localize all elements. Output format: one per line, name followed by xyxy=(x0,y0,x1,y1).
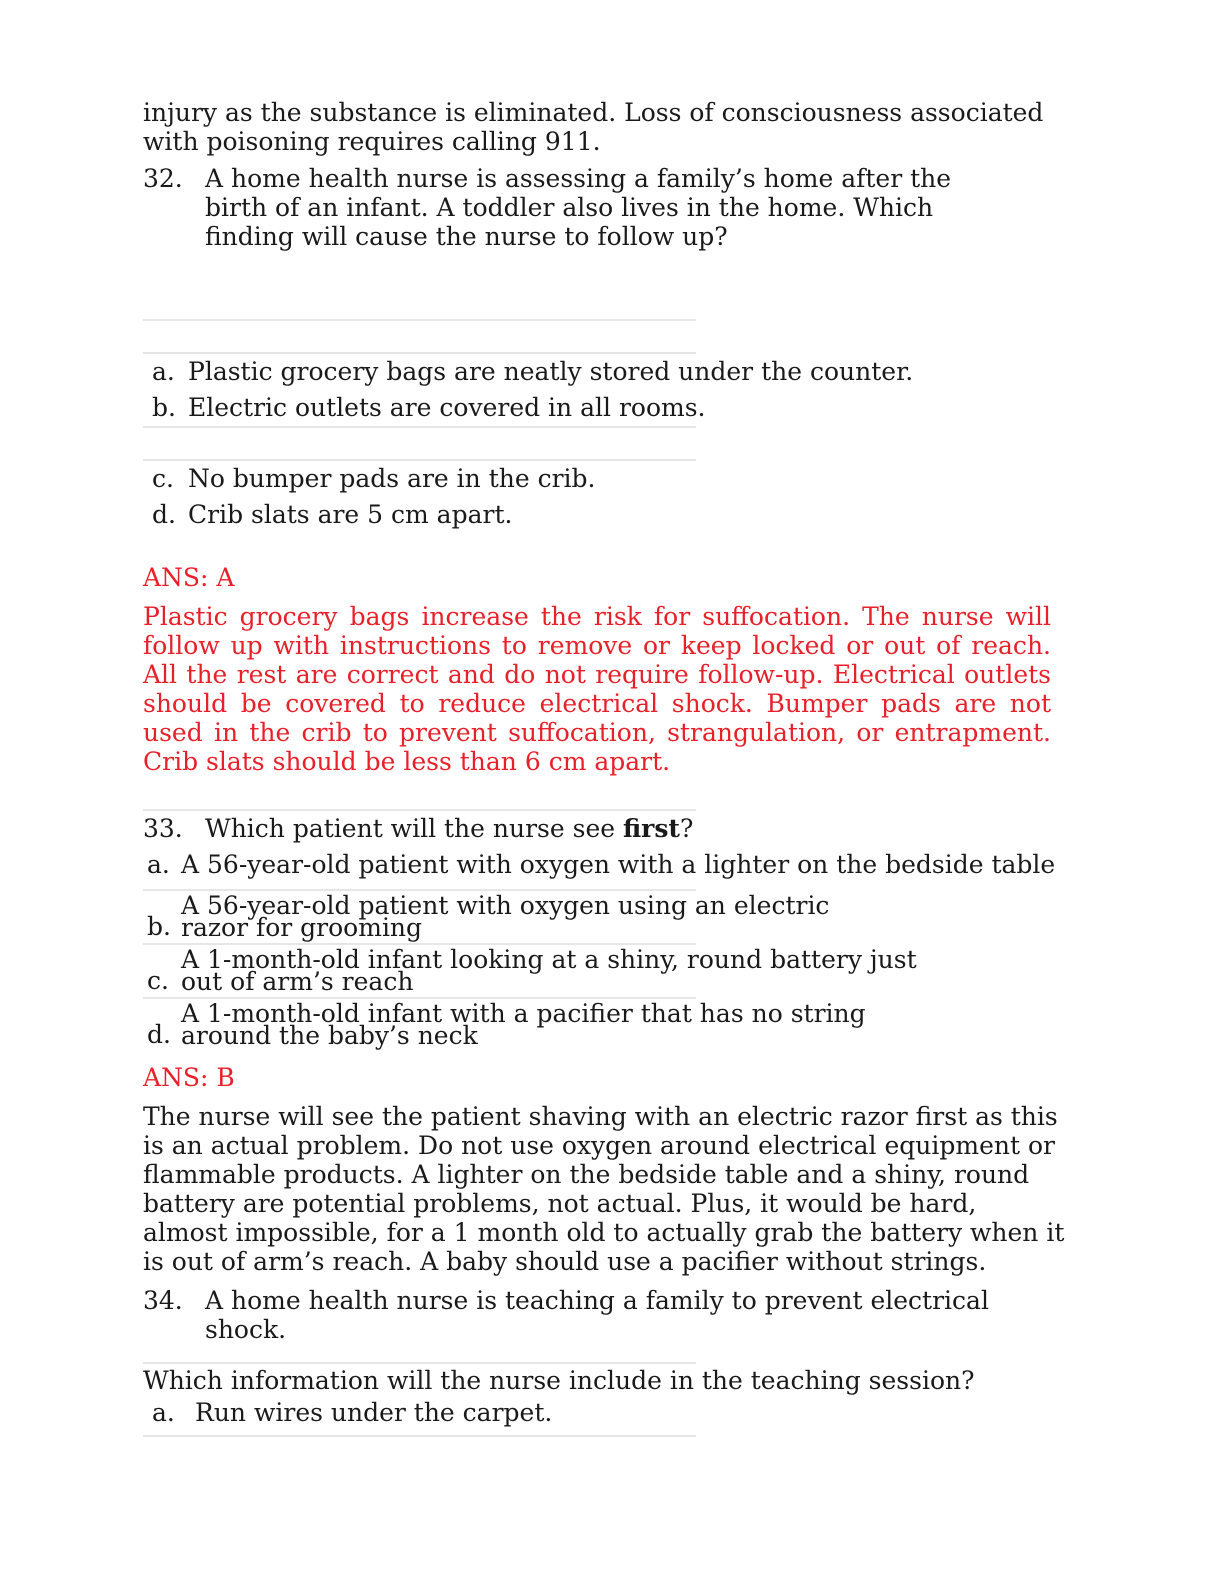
option-text: Electric outlets are covered in all rooms. xyxy=(188,393,706,422)
option-letter: d. xyxy=(147,1020,171,1049)
option-text: A 56-year-old patient with oxygen with a lighter on the bedside table xyxy=(181,850,1056,879)
option-b xyxy=(143,891,1068,943)
option-letter: b. xyxy=(147,912,171,941)
option-text: A 56-year-old patient with oxygen using an electric razor for grooming xyxy=(181,891,830,942)
divider xyxy=(143,1435,696,1437)
option-letter: a. xyxy=(147,850,170,879)
question-33-stem xyxy=(143,811,1068,847)
option-letter: a. xyxy=(152,357,175,386)
question-number: 32. xyxy=(143,164,183,193)
question-34-stem xyxy=(143,1286,1068,1344)
option-text: Run wires under the carpet. xyxy=(195,1398,553,1427)
option-d xyxy=(143,999,1068,1051)
option-letter: c. xyxy=(147,966,169,995)
option-c xyxy=(143,461,1068,497)
divider xyxy=(143,1362,696,1364)
option-a xyxy=(143,1395,1068,1431)
option-c xyxy=(143,945,1068,997)
option-letter: b. xyxy=(152,393,176,422)
option-a xyxy=(143,354,1068,390)
question-number: 34. xyxy=(143,1286,183,1315)
option-letter: c. xyxy=(152,464,174,493)
answer-rationale: Plastic grocery bags increase the risk for suffocation. The nurse will follow up with instructions to remove or keep locked or out of reach. All the rest are correct and do not require follow-up. Electrical outlets should be covered to reduce electrical shock. Bumper pads are not used in the crib to prevent suffocation, strangulation, or entrapment. Crib slats should be less than 6 cm apart. xyxy=(143,602,1051,776)
option-text: A 1-month-old infant with a pacifier that has no string around the baby’s neck xyxy=(181,999,866,1050)
question-text: A home health nurse is assessing a family’s home after the birth of an infant. A toddler also lives in the home. Which finding will cause the nurse to follow up? xyxy=(205,164,952,251)
question-32-stem xyxy=(143,164,1068,251)
option-d xyxy=(143,497,1068,533)
option-a xyxy=(143,847,1068,883)
question-text: Which patient will the nurse see first? xyxy=(205,814,694,843)
emphasis-first: first xyxy=(623,814,680,843)
lead-in-paragraph: injury as the substance is eliminated. Loss of consciousness associated with poisoning requires calling 911. xyxy=(143,98,1044,156)
option-letter: a. xyxy=(152,1398,175,1427)
option-text: Crib slats are 5 cm apart. xyxy=(188,500,513,529)
answer-rationale: The nurse will see the patient shaving with an electric razor first as this is an actual problem. Do not use oxygen around electrical equipment or flammable products. A lighter on the bedside table and a shiny, round battery are potential problems, not actual. Plus, it would be hard, almost impossible, for a 1 month old to actually grab the battery when it is out of arm’s reach. A baby should use a pacifier without strings. xyxy=(143,1102,1065,1276)
option-text: No bumper pads are in the crib. xyxy=(188,464,596,493)
question-text: A home health nurse is teaching a family to prevent electrical shock. xyxy=(205,1286,989,1344)
option-b xyxy=(143,390,1068,426)
answer-key: ANS: B xyxy=(143,1063,235,1092)
option-letter: d. xyxy=(152,500,176,529)
answer-key: ANS: A xyxy=(143,563,235,592)
document-page xyxy=(143,98,1068,1437)
option-text: Plastic grocery bags are neatly stored under the counter. xyxy=(188,357,914,386)
option-text: A 1-month-old infant looking at a shiny, round battery just out of arm’s reach xyxy=(181,945,917,996)
question-34-prompt: Which information will the nurse include in the teaching session? xyxy=(143,1366,975,1395)
question-number: 33. xyxy=(143,814,183,843)
